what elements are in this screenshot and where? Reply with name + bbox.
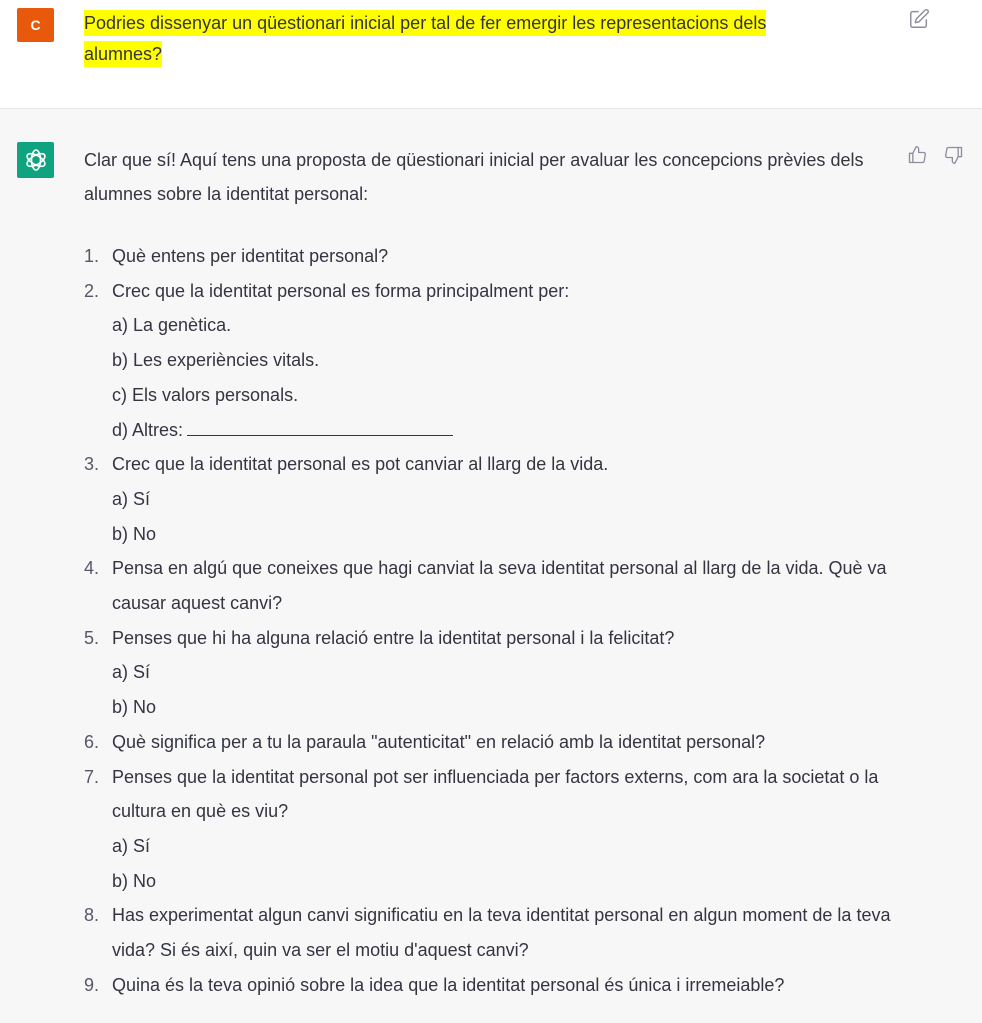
- question-text: Penses que la identitat personal pot ser influenciada per factors externs, com ara la societat o la cultura en què es viu?: [112, 766, 879, 822]
- user-avatar: C: [17, 8, 54, 42]
- blank-answer-line: [187, 419, 453, 436]
- edit-icon[interactable]: [908, 8, 930, 30]
- question-text: Crec que la identitat personal es forma principalment per:: [112, 280, 570, 301]
- question-item: [84, 621, 894, 725]
- answer-option-label: d) Altres:: [112, 419, 184, 440]
- answer-option: [112, 517, 894, 552]
- question-item: [84, 968, 894, 1003]
- answer-option-label: b) No: [112, 870, 157, 891]
- question-number: 4.: [84, 558, 100, 579]
- user-message-highlighted: Podries dissenyar un qüestionari inicial per tal de fer emergir les representacions dels alumnes?: [84, 10, 766, 67]
- question-item: [84, 760, 894, 899]
- answer-option-label: a) La genètica.: [112, 315, 232, 336]
- answer-option-label: a) Sí: [112, 662, 151, 683]
- question-item: [84, 274, 894, 448]
- question-number: 5.: [84, 627, 100, 648]
- answer-option-label: b) No: [112, 697, 157, 718]
- question-item: [84, 551, 894, 620]
- question-text: Què significa per a tu la paraula "autenticitat" en relació amb la identitat personal?: [112, 731, 766, 752]
- question-item: [84, 898, 894, 967]
- answer-option: [112, 864, 894, 899]
- openai-logo-icon: [23, 147, 49, 173]
- answer-option-label: c) Els valors personals.: [112, 384, 299, 405]
- question-text: Quina és la teva opinió sobre la idea que la identitat personal és única i irremeiable?: [112, 974, 785, 995]
- question-item: [84, 447, 894, 551]
- assistant-message-content: [84, 143, 894, 1002]
- question-text: Pensa en algú que coneixes que hagi canviat la seva identitat personal al llarg de la vida. Què va causar aquest canvi?: [112, 558, 887, 614]
- user-message-text: [84, 8, 844, 70]
- answer-option: [112, 378, 894, 413]
- question-text: Has experimentat algun canvi significatiu en la teva identitat personal en algun moment de la teva vida? Si és així, quin va ser el motiu d'aquest canvi?: [112, 905, 891, 961]
- question-number: 9.: [84, 974, 100, 995]
- question-text: Crec que la identitat personal es pot canviar al llarg de la vida.: [112, 454, 609, 475]
- assistant-avatar: [17, 142, 54, 178]
- user-message: [0, 0, 982, 109]
- answer-option: [112, 690, 894, 725]
- assistant-message: [0, 109, 982, 1023]
- answer-option: [112, 308, 894, 343]
- assistant-intro: Clar que sí! Aquí tens una proposta de qüestionari inicial per avaluar les concepcions prèvies dels alumnes sobre la identitat personal:: [84, 150, 864, 204]
- answer-option-label: a) Sí: [112, 835, 151, 856]
- answer-option: [112, 343, 894, 378]
- question-text: Penses que hi ha alguna relació entre la identitat personal i la felicitat?: [112, 627, 675, 648]
- answer-option-label: b) Les experiències vitals.: [112, 350, 320, 371]
- question-number: 7.: [84, 766, 100, 787]
- question-list: [84, 239, 894, 1002]
- answer-option: [112, 482, 894, 517]
- question-item: [84, 725, 894, 760]
- question-number: 2.: [84, 280, 100, 301]
- answer-option: [112, 829, 894, 864]
- question-item: [84, 239, 894, 274]
- question-number: 8.: [84, 905, 100, 926]
- answer-option-label: a) Sí: [112, 488, 151, 509]
- question-text: Què entens per identitat personal?: [112, 246, 389, 266]
- thumbs-down-icon[interactable]: [944, 145, 964, 165]
- question-number: 1.: [84, 246, 100, 266]
- answer-option: [112, 655, 894, 690]
- question-number: 3.: [84, 454, 100, 475]
- answer-option: [112, 413, 894, 448]
- thumbs-up-icon[interactable]: [907, 145, 927, 165]
- question-number: 6.: [84, 731, 100, 752]
- answer-option-label: b) No: [112, 523, 157, 544]
